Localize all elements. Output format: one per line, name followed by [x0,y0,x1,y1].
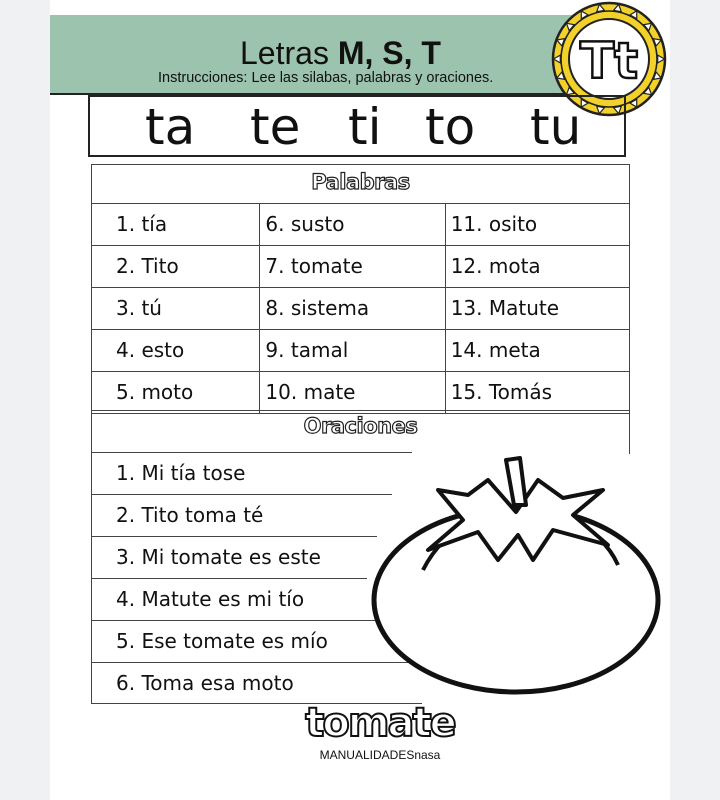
word-cell: 14. meta [450,338,541,362]
syllables-box [88,95,626,157]
word-cell: 10. mate [260,372,445,413]
tomato-icon [368,450,668,700]
page-title [240,35,441,72]
instructions-text: Instrucciones: Lee las silabas, palabras y oraciones. [158,70,494,86]
footer-word: tomate [305,700,455,746]
word-cell: 9. tamal [260,330,445,371]
word-cell: 3. tú [92,288,260,329]
word-cell: 1. tía [92,204,260,245]
syllable-tu: tu [530,98,582,156]
syllable-to: to [425,98,476,156]
list-item: 4. Matute es mi tío [92,578,367,620]
worksheet-page [50,0,670,800]
syllable-te: te [250,98,301,156]
word-cell: 15. Tomás [450,380,553,404]
list-item: 2. Tito toma té [92,494,392,536]
table-row [92,330,629,372]
word-cell: 6. susto [260,204,445,245]
syllable-ti: ti [348,98,382,156]
table-row [92,288,629,330]
word-cell: 8. sistema [260,288,445,329]
word-cell: 5. moto [92,372,260,413]
sentences-heading: Oraciones [91,410,630,454]
table-row [92,204,629,246]
brand-name: MANUALIDADESnasa [319,748,441,762]
word-cell: 13. Matute [450,296,560,320]
word-cell: 4. esto [92,330,260,371]
list-item: 6. Toma esa moto [92,662,422,704]
table-row [92,372,629,413]
syllable-ta: ta [145,98,196,156]
title-prefix: Letras [240,35,329,71]
list-item: 5. Ese tomate es mío [92,620,382,662]
word-cell: 2. Tito [92,246,260,287]
list-item: 3. Mi tomate es este [92,536,377,578]
badge-letters: Tt [579,32,639,90]
word-cell: 7. tomate [260,246,445,287]
word-cell: 11. osito [450,212,538,236]
words-table [91,164,630,414]
list-item: 1. Mi tía tose [92,452,412,494]
title-letters: M, S, T [337,35,441,71]
table-row [92,246,629,288]
words-heading: Palabras [92,165,629,204]
word-cell: 12. mota [450,254,541,278]
